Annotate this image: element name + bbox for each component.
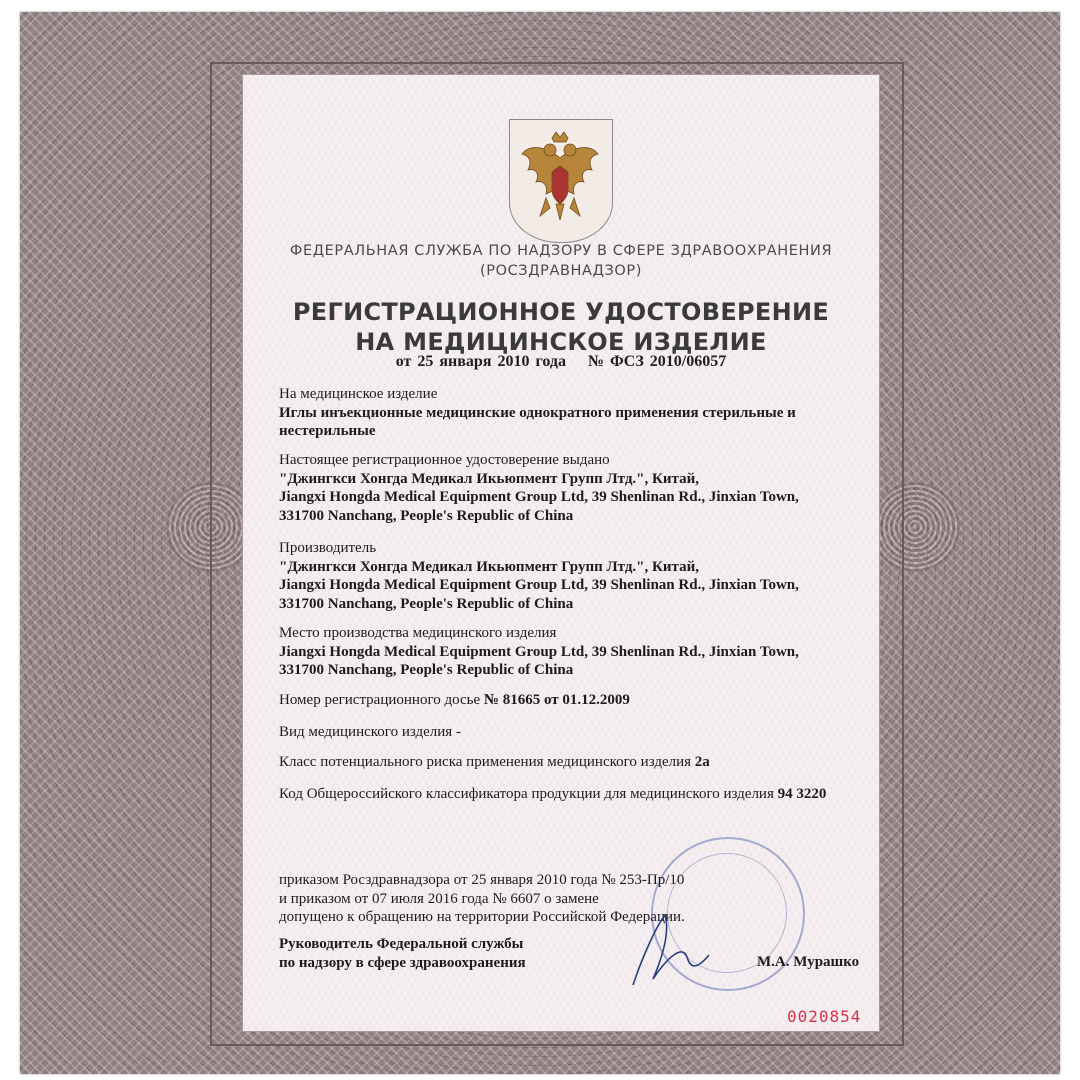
manufacturer-line-1: "Джингкси Хонгда Медикал Икьюпмент Групп Лтд.", Китай, bbox=[279, 558, 699, 575]
risk-class-value: 2а bbox=[694, 754, 710, 770]
issue-date-line bbox=[243, 353, 879, 371]
certificate-number: № ФСЗ 2010/06057 bbox=[587, 353, 727, 370]
manufacturer-line-2: Jiangxi Hongda Medical Equipment Group Ltd, 39 Shenlinan Rd., Jinxian Town, bbox=[279, 577, 799, 593]
issued-line-3: 331700 Nanchang, People's Republic of China bbox=[279, 507, 574, 524]
serial-number: 0020854 bbox=[787, 1007, 862, 1026]
okp-code-line bbox=[279, 785, 826, 804]
manufacturer-section bbox=[279, 539, 799, 613]
signatory-name: М.А. Мурашко bbox=[757, 954, 860, 970]
order-line-3: допущено к обращению на территории Российской Федерации. bbox=[279, 909, 685, 925]
coat-of-arms-emblem bbox=[509, 119, 613, 243]
certificate-sheet bbox=[20, 12, 1060, 1074]
device-name-line-1: Иглы инъекционные медицинские однократного применения стерильные и bbox=[279, 404, 796, 421]
device-label: На медицинское изделие bbox=[279, 386, 438, 402]
manufacturer-label: Производитель bbox=[279, 540, 377, 556]
okp-code-label: Код Общероссийского классификатора продукции для медицинского изделия bbox=[279, 786, 774, 802]
certificate-body bbox=[242, 74, 880, 1032]
device-type-label: Вид медицинского изделия - bbox=[279, 724, 461, 740]
okp-code-value: 94 3220 bbox=[777, 786, 827, 802]
production-site-section bbox=[279, 624, 799, 680]
device-type-line bbox=[279, 723, 461, 742]
title-line-1: РЕГИСТРАЦИОННОЕ УДОСТОВЕРЕНИЕ bbox=[292, 298, 830, 326]
signatory-position bbox=[279, 935, 526, 972]
issued-label: Настоящее регистрационное удостоверение выдано bbox=[279, 452, 610, 468]
dossier-line bbox=[279, 691, 630, 710]
risk-class-label: Класс потенциального риска применения медицинского изделия bbox=[279, 754, 692, 770]
device-name-line-2: нестерильные bbox=[279, 423, 376, 439]
production-site-line-1: Jiangxi Hongda Medical Equipment Group Ltd, 39 Shenlinan Rd., Jinxian Town, bbox=[279, 643, 799, 660]
agency-line-2: (РОСЗДРАВНАДЗОР) bbox=[479, 263, 643, 279]
issued-line-2: Jiangxi Hongda Medical Equipment Group Ltd, 39 Shenlinan Rd., Jinxian Town, bbox=[279, 489, 799, 505]
title-line-2: НА МЕДИЦИНСКОЕ ИЗДЕЛИЕ bbox=[355, 328, 767, 356]
order-line-1: приказом Росздравнадзора от 25 января 2010 года № 253-Пр/10 bbox=[279, 872, 685, 888]
handwritten-signature bbox=[613, 895, 733, 995]
order-line-2: и приказом от 07 июля 2016 года № 6607 о замене bbox=[279, 890, 599, 907]
signatory-position-line-2: по надзору в сфере здравоохранения bbox=[279, 954, 526, 971]
manufacturer-line-3: 331700 Nanchang, People's Republic of China bbox=[279, 595, 574, 612]
issued-section bbox=[279, 451, 799, 525]
production-site-line-2: 331700 Nanchang, People's Republic of China bbox=[279, 662, 574, 678]
agency-line-1: ФЕДЕРАЛЬНАЯ СЛУЖБА ПО НАДЗОРУ В СФЕРЕ ЗДРАВООХРАНЕНИЯ bbox=[289, 243, 833, 259]
agency-name bbox=[243, 241, 879, 281]
dossier-value: № 81665 от 01.12.2009 bbox=[483, 692, 630, 708]
production-site-label: Место производства медицинского изделия bbox=[279, 625, 557, 641]
certificate-title bbox=[243, 297, 879, 357]
signatory-position-line-1: Руководитель Федеральной службы bbox=[279, 936, 524, 952]
device-section bbox=[279, 385, 796, 441]
risk-class-line bbox=[279, 753, 710, 772]
issue-date: от 25 января 2010 года bbox=[395, 353, 566, 370]
issued-line-1: "Джингкси Хонгда Медикал Икьюпмент Групп Лтд.", Китай, bbox=[279, 470, 699, 487]
dossier-label: Номер регистрационного досье bbox=[279, 692, 481, 708]
double-headed-eagle-icon bbox=[516, 128, 604, 224]
